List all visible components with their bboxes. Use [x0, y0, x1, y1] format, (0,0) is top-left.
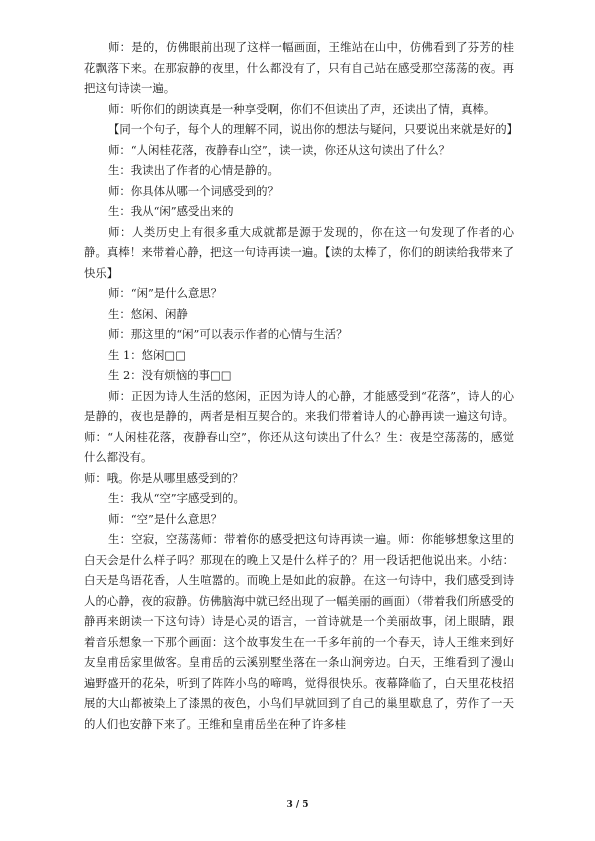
paragraph: 生 1：悠闲□□	[108, 347, 186, 362]
paragraph: 生：我读出了作者的心情是静的。	[108, 163, 279, 177]
paragraph: 师：人类历史上有很多重大成就都是源于发现的，你在这一句发现了作者的心静。真棒！来带着心静，把这一句诗再读一遍。【读的太棒了，你们的朗读给我带来了快乐】	[84, 224, 514, 280]
paragraph: 师：“人闲桂花落，夜静春山空”，读一读，你还从这句读出了什么？	[108, 142, 450, 157]
paragraph: 生：空寂，空荡荡师：带着你的感受把这句诗再读一遍。师：你能够想象这里的白天会是什么样子吗？那现在的晚上又是什么样子的？用一段话把他说出来。小结：白天是鸟语花香，人生喧嚣的。而晚上是如此的寂静。在这一句诗中，我们感受到诗人的心静，夜的寂静。仿佛脑海中就已经出现了一幅美丽的画面）（带着我们所感受的静再来朗读一下这句诗）诗是心灵的语言，一首诗就是一个美丽故事，闭上眼睛，跟着音乐想象一下那个画面：这个故事发生在一千多年前的一个春天，诗人王维来到好友皇甫岳家里做客。皇甫岳的云溪别墅坐落在一条山涧旁边。白天，王维看到了漫山遍野盛开的花朵，听到了阵阵小鸟的啼鸣，觉得很快乐。夜幕降临了，白天里花枝招展的大山都被染上了漆黑的夜色，小鸟们早就回到了自己的巢里歇息了，劳作了一天的人们也安静下来了。王维和皇甫岳坐在种了许多桂	[84, 532, 514, 731]
paragraph: 师：哦。你是从哪里感受到的？	[84, 470, 244, 485]
paragraph: 师：你具体从哪一个词感受到的？	[108, 183, 279, 198]
paragraph: 师：“闲”是什么意思？	[108, 286, 223, 300]
paragraph: 生：我从“闲”感受出来的	[108, 204, 234, 218]
document-body	[84, 37, 519, 734]
paragraph: 师：是的，仿佛眼前出现了这样一幅画面，王维站在山中，仿佛看到了芬芳的桂花飘落下来。在那寂静的夜里，什么都没有了，只有自己站在感受那空荡荡的夜。再把这句诗读一遍。	[84, 40, 514, 95]
paragraph: 生：悠闲、闲静	[108, 306, 188, 321]
paragraph: 师：听你们的朗读真是一种享受啊，你们不但读出了声，还读出了情，真棒。	[108, 101, 496, 116]
page-number: 3 / 5	[286, 800, 309, 810]
paragraph: 生 2：没有烦恼的事□□	[108, 368, 232, 382]
paragraph: 师：正因为诗人生活的悠闲，正因为诗人的心静，才能感受到“花落”，诗人的心是静的，夜也是静的，两者是相互契合的。来我们带着诗人的心静再读一遍这句诗。师：“人闲桂花落，夜静春山空”，你还从这句读出了什么？生：夜是空荡荡的，感觉什么都没有。	[84, 388, 514, 464]
paragraph: 生：我从“空”字感受到的。	[108, 491, 245, 505]
paragraph: 师：“空”是什么意思？	[108, 511, 223, 526]
paragraph: 【同一个句子，每个人的理解不同，说出你的想法与疑问，只要说出来就是好的】	[108, 122, 519, 136]
paragraph: 师：那这里的“闲”可以表示作者的心情与生活？	[108, 327, 348, 341]
